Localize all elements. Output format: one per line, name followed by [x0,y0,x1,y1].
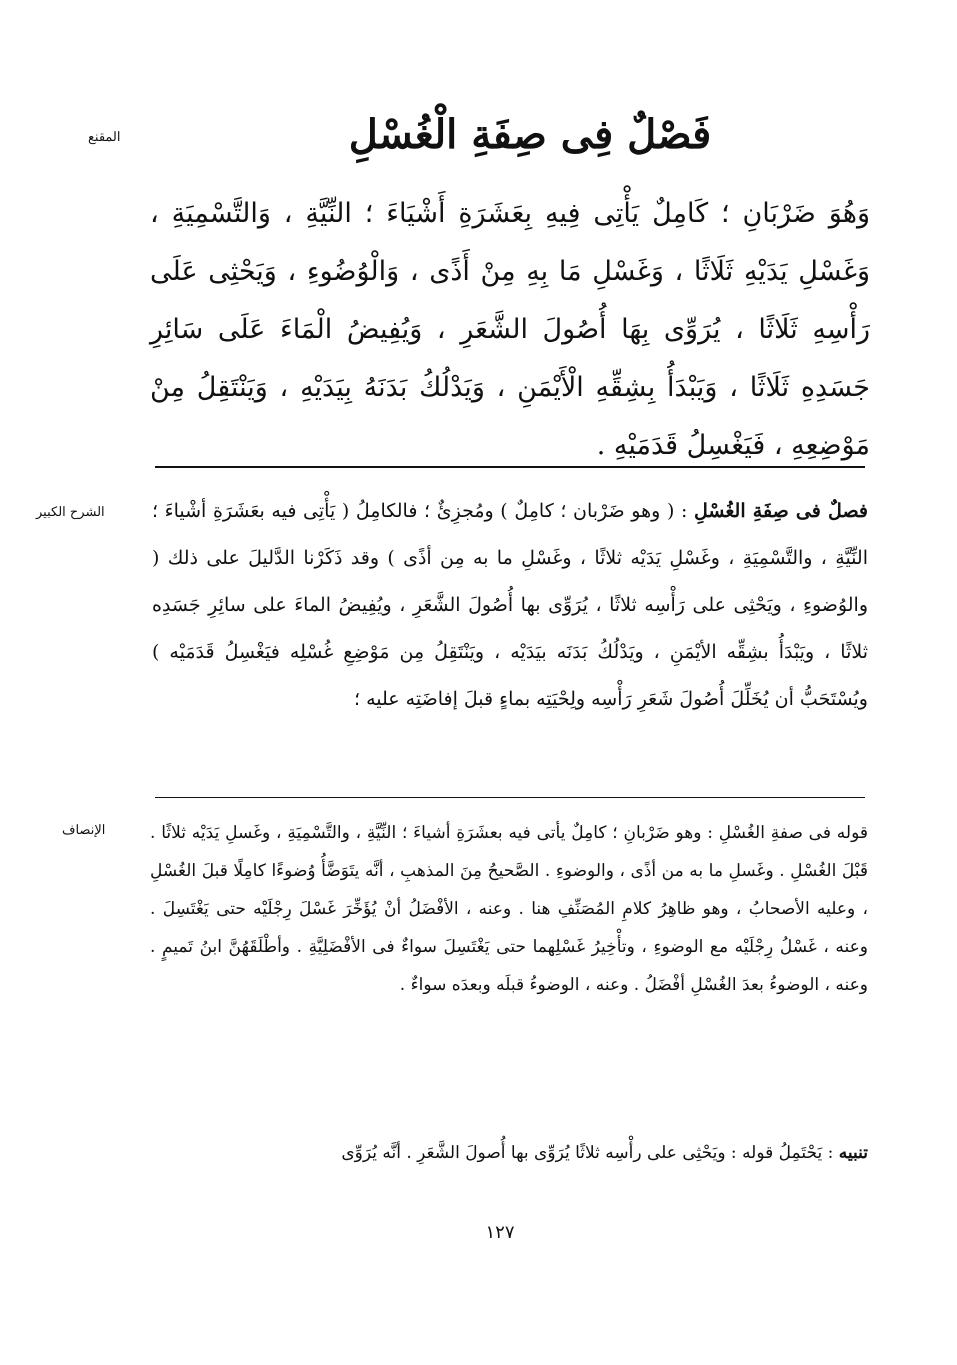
divider-rule-middle [155,797,865,798]
tanbih-label: تنبيه [838,1143,868,1163]
sharh-heading: فصلٌ فى صِفَةِ الغُسْلِ [694,500,869,522]
insaf-text-block [150,814,868,1004]
sharh-paragraph [152,488,868,723]
tanbih-body: : يَحْتَمِلُ قوله : ويَحْثِى على رأْسِه ثلاثًا يُرَوِّى بها أُصولَ الشَّعَرِ . أنَّه يُرَوِّى [341,1143,834,1163]
side-label-sharh: الشرح الكبير [36,505,105,520]
insaf-paragraph: قوله فى صفةِ الغُسْلِ : وهو ضَرْبانِ ؛ كامِلٌ يأتى فيه بعشَرَةِ أشياءَ ؛ النِّيَّةِ ، والتَّسْمِيَةِ ، وغَسلِ يَدَيْه ثلاثًا . قَبْلَ الغُسْلِ . وغَسلِ ما به من أذًى ، والوضوءِ . الصَّحيحُ مِنَ المذهبِ ، أنَّه يتَوَضَّأُ وُضوءًا كامِلًا قبلَ الغُسْلِ ، وعليه الأصحابُ ، وهو ظاهِرُ كلامِ المُصَنِّفِ هنا . وعنه ، الأفْضَلُ أنْ يُؤَخِّرَ غَسْلَ رِجْلَيْه حتى يَغْتَسِلَ . وعنه ، غَسْلُ رِجْلَيْه مع الوضوءِ ، وتأْخِيرُ غَسْلِهما حتى يَغْتَسِلَ سواءٌ فى الأفْضَلِيَّةِ . وأطْلَقَهُنَّ ابنُ تَميمٍ . وعنه ، الوضوءُ بعدَ الغُسْلِ أفْضَلُ . وعنه ، الوضوءُ قبلَه وبعدَه سواءٌ . [150,823,868,995]
side-label-insaf: الإنصاف [62,823,106,838]
tanbih-paragraph [150,1134,868,1172]
page-number: ١٢٧ [485,1222,515,1243]
muqni-text-block [150,185,870,475]
divider-rule-top [155,466,865,468]
muqni-paragraph: وَهُوَ ضَرْبَانِ ؛ كَامِلٌ يَأْتِى فِيهِ بِعَشَرَةِ أَشْيَاءَ ؛ النِّيَّةِ ، وَالتَّسْمِيَةِ ، وَغَسْلِ يَدَيْهِ ثَلَاثًا ، وَغَسْلِ مَا بِهِ مِنْ أَذًى ، وَالْوُضُوءِ ، وَيَحْثِى عَلَى رَأْسِهِ ثَلَاثًا ، يُرَوِّى بِهَا أُصُولَ الشَّعَرِ ، وَيُفِيضُ الْمَاءَ عَلَى سَائِرِ جَسَدِهِ ثَلَاثًا ، وَيَبْدَأُ بِشِقِّهِ الْأَيْمَنِ ، وَيَدْلُكُ بَدَنَهُ بِيَدَيْهِ ، وَيَنْتَقِلُ مِنْ مَوْضِعِهِ ، فَيَغْسِلُ قَدَمَيْهِ . [150,198,870,461]
sharh-body: : ( وهو ضَرْبان ؛ كامِلٌ ) ومُجزِئٌ ؛ فالكامِلُ ( يَأْتِى فيه بعَشَرَةِ أشْياءَ ؛ النِّيَّةِ ، والتَّسْمِيَةِ ، وغَسْلِ يَدَيْه ثلاثًا ، وغَسْلِ ما به مِن أذًى ) وقد ذَكَرْنا الدَّليلَ على ذلك ( والوُضوءِ ، ويَحْثِى على رَأْسِه ثلاثًا ، يُرَوِّى بها أُصُولَ الشَّعَرِ ، ويُفِيضُ الماءَ على سائِرِ جَسَدِه ثلاثًا ، ويَبْدَأُ بشِقِّه الأيْمَنِ ، ويَدْلُكُ بَدَنَه بيَدَيْه ، ويَنْتَقِلُ مِن مَوْضِعِ غُسْلِه فيَغْسِلُ قَدَمَيْه ) ويُسْتَحَبُّ أن يُخَلِّلَ أُصُولَ شَعَرِ رَأْسِه ولِحْيَتِه بماءٍ قبلَ إفاضَتِه عليه ؛ [152,500,868,710]
section-title: فَصْلٌ فِى صِفَةِ الْغُسْلِ [348,111,712,158]
sharh-text-block [152,488,868,723]
tanbih-block [150,1134,868,1172]
side-label-muqni: المقنع [88,130,121,145]
